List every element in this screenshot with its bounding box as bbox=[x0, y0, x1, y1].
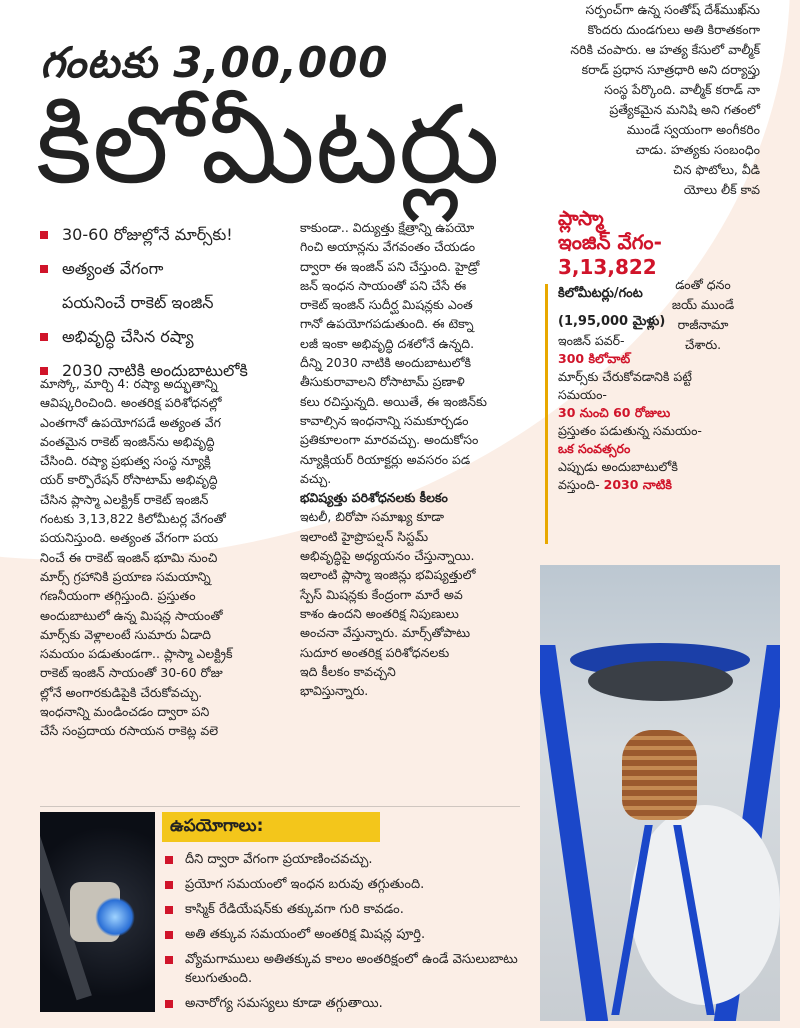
key-point: అత్యంత వేగంగా bbox=[40, 252, 290, 286]
power-label: ఇంజిన్ పవర్- bbox=[558, 333, 625, 348]
list-item: దీని ద్వారా వేగంగా ప్రయాణించవచ్చు. bbox=[165, 850, 525, 869]
key-point: పయనించే రాకెట్ ఇంజిన్ bbox=[62, 293, 214, 312]
bullet-marker bbox=[165, 956, 173, 964]
list-item: ప్రయోగ సమయంలో ఇంధన బరువు తగ్గుతుంది. bbox=[165, 875, 525, 894]
uses-title: ఉపయోగాలు: bbox=[162, 812, 380, 842]
time-label: మార్స్‌కు చేరుకోవడానికి పట్టే bbox=[558, 369, 692, 384]
sidebar-miles: (1,95,000 మైళ్లు) bbox=[558, 314, 666, 329]
sidebar-rule bbox=[545, 284, 548, 544]
current-value: ఒక సంవత్సరం bbox=[558, 441, 631, 456]
bullet-marker bbox=[40, 265, 48, 273]
key-points bbox=[40, 218, 290, 388]
list-item: కాస్మిక్ రేడియేషన్‌కు తక్కువగా గురి కావడం. bbox=[165, 900, 525, 919]
bullet-marker bbox=[165, 1000, 173, 1008]
sidebar-speed: 3,13,822 bbox=[558, 255, 657, 279]
engine-photo bbox=[540, 565, 780, 1021]
sidebar-title: ప్లాస్మా bbox=[558, 206, 604, 230]
sidebar-unit: కిలోమీటర్లు/గంట bbox=[558, 286, 643, 301]
current-label: ప్రస్తుతం పడుతున్న సమయం- bbox=[558, 423, 702, 438]
bullet-marker bbox=[40, 231, 48, 239]
key-point: అభివృద్ధి చేసిన రష్యా bbox=[40, 320, 290, 354]
avail-value: 2030 నాటికి bbox=[603, 477, 672, 492]
key-point: 2030 నాటికి అందుబాటులోకి bbox=[40, 354, 290, 388]
article-column-1: మాస్కో, మార్చి 4: రష్యా అద్భుతాన్ని ఆవిష్కరించింది. అంతరిక్ష పరిశోధనల్లో ఎంతగానో ఉపయోగపడే అత్యంత వేగ వంతమైన రాకెట్ ఇంజిన్‌ను అభివృద్ధి చేసింది. రష్యా ప్రభుత్వ సంస్థ న్యూక్లి యర్ కార్పొరేషన్ రోసాటామ్ అభివృద్ధి చేసిన ప్లాస్మా ఎలక్ట్రిక్ రాకెట్ ఇంజిన్ గంటకు 3,13,822 కిలోమీటర్ల వేగంతో పయనిస్తుంది. అత్యంత వేగంగా పయ నించే ఈ రాకెట్ ఇంజిన్ భూమి నుంచి మార్స్ గ్రహానికి ప్రయాణ సమయాన్ని గణనీయంగా తగ్గిస్తుంది. ప్రస్తుతం అందుబాటులో ఉన్న మిషన్ల సాయంతో మార్స్‌కు వెళ్లాలంటే సుమారు ఏడాది సమయం పడుతుండగా.. ప్లాస్మా ఎలక్ట్రిక్ రాకెట్ ఇంజిన్ సాయంతో 30-60 రోజు ల్లోనే అంగారకుడిపైకి చేరుకోవచ్చు. ఇంధనాన్ని మండించడం ద్వారా పని చేసే సంప్రదాయ రసాయన రాకెట్ల వలె bbox=[40, 376, 233, 739]
aside-story-top: సర్పంచ్‌గా ఉన్న సంతోష్ దేశ్‌ముఖ్‌ను కొందరు దుండగులు అతి కిరాతకంగా నరికి చంపారు. ఆ హత్య కేసులో వాల్మీక్ కరాడ్ ప్రధాన సూత్రధారి అని దర్యాప్తు సంస్థ పేర్కొంది. వాల్మీక్ కరాడ్ నా ప్రత్యేకమైన మనిషి అని గతంలో ముండే స్వయంగా అంగీకరిం చాడు. హత్యకు సంబంధిం చిన ఫొటోలు, వీడి యోలు లీక్ కావ bbox=[570, 2, 760, 197]
power-value: 300 కిలోవాట్ bbox=[558, 351, 631, 366]
key-point: 30-60 రోజుల్లోనే మార్స్‌కు! bbox=[40, 218, 290, 252]
avail-row: వస్తుంది- 2030 నాటికి bbox=[558, 477, 672, 492]
engine-coil bbox=[622, 730, 697, 820]
time-value: 30 నుంచి 60 రోజులు bbox=[558, 405, 671, 420]
bullet-marker bbox=[165, 906, 173, 914]
uses-panel bbox=[40, 812, 520, 1020]
headline-speed: గంటకు 3,00,000 bbox=[40, 38, 389, 87]
uses-list bbox=[165, 850, 525, 1019]
bullet-marker bbox=[165, 931, 173, 939]
facts-sidebar bbox=[558, 206, 758, 494]
list-item: అతి తక్కువ సమయంలో అంతరిక్ష మిషన్ల పూర్తి. bbox=[165, 925, 525, 944]
headline-unit: కిలోమీటర్లు bbox=[36, 83, 500, 208]
avail-label: ఎప్పుడు అందుబాటులోకి bbox=[558, 459, 678, 474]
time-label-2: సమయం- bbox=[558, 387, 607, 402]
bullet-marker bbox=[165, 881, 173, 889]
article-column-2: కాకుండా.. విద్యుత్తు క్షేత్రాన్ని ఉపయో గించి అయాన్లను వేగవంతం చేయడం ద్వారా ఈ ఇంజిన్ పని చేస్తుంది. హైడ్రో జన్ ఇంధన సాయంతో పని చేసే ఈ రాకెట్ ఇంజిన్ సుదీర్ఘ మిషన్లకు ఎంత గానో ఉపయోగపడుతుంది. ఈ టెక్నా లజీ ఇంకా అభివృద్ధి దశలోనే ఉన్నది. దీన్ని 2030 నాటికి అందుబాటులోకి తీసుకురావాలని రోసాటామ్ ప్రణాళి కలు రచిస్తున్నది. అయితే, ఈ ఇంజిన్‌కు కావాల్సిన ఇంధనాన్ని సమకూర్చడం ప్రతికూలంగా మారవచ్చు. అందుకోసం న్యూక్లియర్ రియాక్టర్లు అవసరం పడ వచ్చు. భవిష్యత్తు పరిశోధనలకు కీలకం ఇటలీ, బిరోపా సమాఖ్య కూడా ఇలాంటి హైప్రొపల్షన్ సిస్టమ్ అభివృద్ధిపై అధ్యయనం చేస్తున్నాయి. ఇలాంటి ప్లాస్మా ఇంజిన్లు భవిష్యత్తులో స్పేస్ మిషన్లకు కేంద్రంగా మారే అవ కాశం ఉందని అంతరిక్ష నిపుణులు అంచనా వేస్తున్నారు. మార్స్‌తోపాటు సుదూర అంతరిక్ష పరిశోధనలకు ఇది కీలకం కావచ్చని భావిస్తున్నారు. bbox=[300, 218, 520, 700]
list-item: అనారోగ్య సమస్యలు కూడా తగ్గుతాయి. bbox=[165, 994, 525, 1013]
bullet-marker bbox=[165, 856, 173, 864]
sidebar-title-2: ఇంజిన్ వేగం- bbox=[558, 230, 662, 254]
aside-story-bottom: డంతో ధనం జయ్ ముండే రాజీనామా చేశారు. bbox=[671, 277, 735, 352]
section-divider bbox=[40, 806, 520, 807]
bullet-marker bbox=[40, 333, 48, 341]
list-item: వ్యోమగాములు అతితక్కువ కాలం అంతరిక్షంలో ఉండే వెసులుబాటు కలుగుతుంది. bbox=[165, 950, 525, 988]
spacecraft-image bbox=[40, 812, 155, 1012]
article-subhead: భవిష్యత్తు పరిశోధనలకు కీలకం bbox=[300, 490, 448, 506]
